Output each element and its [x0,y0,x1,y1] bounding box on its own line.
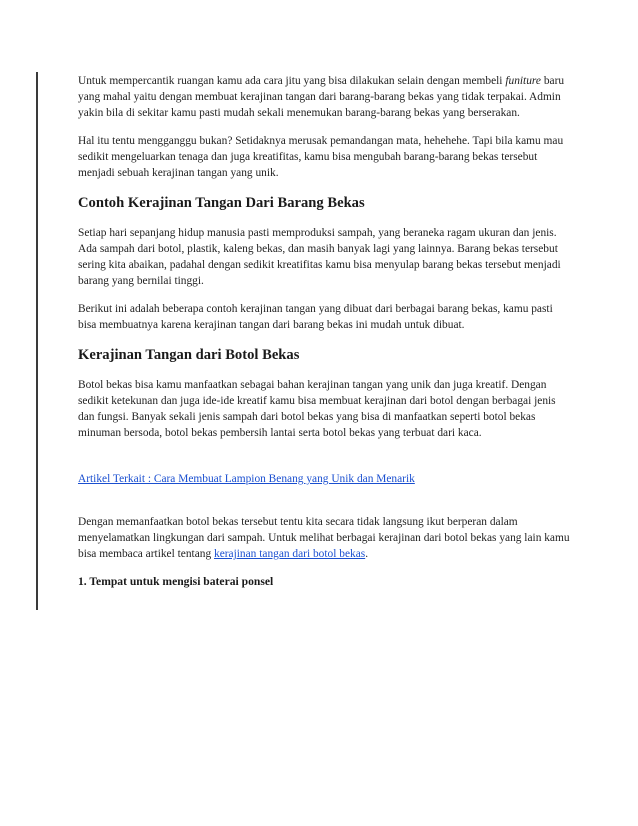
article-body [78,73,570,590]
paragraph-2: Hal itu tentu mengganggu bukan? Setidaknya merusak pemandangan mata, hehehehe. Tapi bila kamu mau sedikit mengeluarkan tenaga dan juga kreatifitas, kamu bisa mengubah barang-barang bekas tersebut menjadi sebuah kerajinan tangan yang unik. [78,135,564,179]
inline-article-link[interactable]: kerajinan tangan dari botol bekas [214,548,366,560]
heading-botol-bekas: Kerajinan Tangan dari Botol Bekas [78,347,300,363]
italic-word: funiture [505,75,541,87]
related-article-link[interactable]: Artikel Terkait : Cara Membuat Lampion Benang yang Unik dan Menarik [78,473,415,485]
paragraph-5: Botol bekas bisa kamu manfaatkan sebagai bahan kerajinan tangan yang unik dan juga kreatif. Dengan sedikit ketekunan dan juga ide-ide kreatif kamu bisa membuat kerajinan dari botol dengan berbagai jenis dan fungsi. Banyak sekali jenis sampah dari botol bekas yang bisa di manfaatkan seperti botol bekas minuman bersoda, botol bekas pembersih lantai serta botol bekas yang terbuat dari kaca. [78,379,556,439]
margin-bar [36,72,38,610]
spacer [78,453,570,471]
related-article [78,471,570,487]
paragraph-6: Dengan memanfaatkan botol bekas tersebut tentu kita secara tidak langsung ikut berperan dalam menyelamatkan lingkungan dari sampah. Untuk melihat berbagai kerajinan dari botol bekas yang lain kamu bisa membaca artikel tentang kerajinan tangan dari botol bekas. [78,516,570,560]
paragraph-4: Berikut ini adalah beberapa contoh kerajinan tangan yang dibuat dari berbagai barang bekas, kamu pasti bisa membuatnya karena kerajinan tangan dari barang bekas ini mudah untuk dibuat. [78,303,553,331]
paragraph-intro: Untuk mempercantik ruangan kamu ada cara jitu yang bisa dilakukan selain dengan membeli funiture baru yang mahal yaitu dengan membuat kerajinan tangan dari barang-barang bekas yang tidak terpakai. Admin yakin bila di sekitar kamu pasti mudah sekali menemukan barang-barang bekas yang berserakan. [78,75,565,119]
heading-contoh-kerajinan: Contoh Kerajinan Tangan Dari Barang Bekas [78,195,365,211]
spacer [78,499,570,514]
subheading-baterai: 1. Tempat untuk mengisi baterai ponsel [78,575,274,588]
paragraph-3: Setiap hari sepanjang hidup manusia pasti memproduksi sampah, yang beraneka ragam ukuran dan jenis. Ada sampah dari botol, plastik, kaleng bekas, dan masih banyak lagi yang lainnya. Barang bekas tersebut sering kita abaikan, padahal dengan sedikit kreatifitas kamu bisa menyulap barang bekas tersebut menjadi barang yang bernilai tinggi. [78,227,561,287]
